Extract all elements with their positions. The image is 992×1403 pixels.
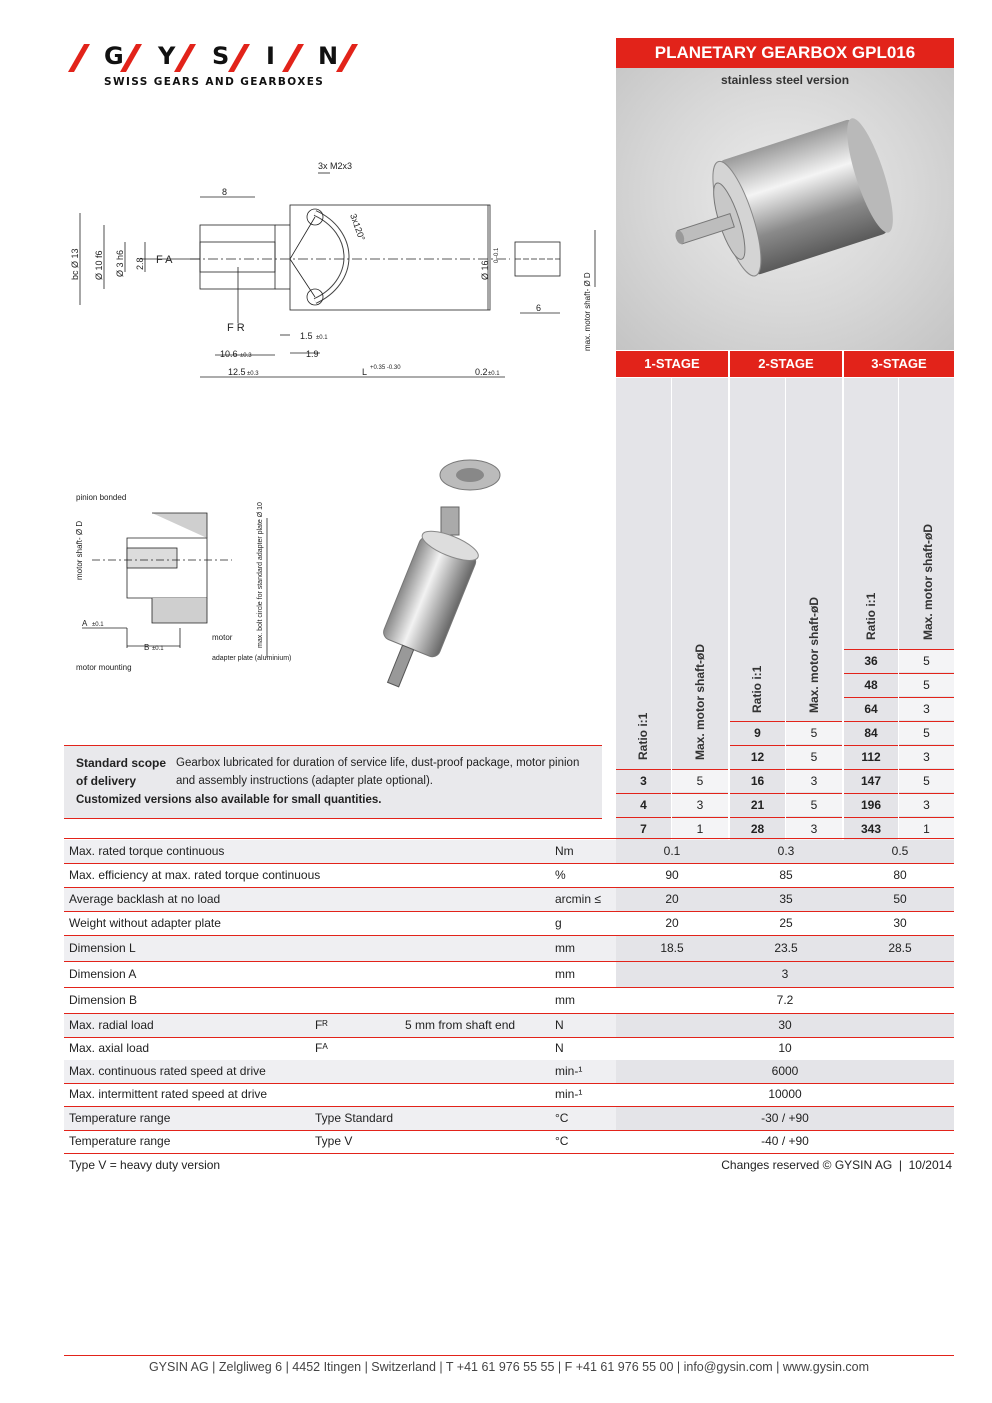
label-b-tol: ±0.1 (152, 646, 164, 652)
s1-ratio: 7 (616, 817, 671, 840)
spec-row: Dimension A mm 3 (64, 962, 954, 988)
s3-shaft: 3 (899, 697, 954, 720)
s1-shaft: 5 (672, 769, 728, 792)
footer-contact: GYSIN AG | Zelgliweg 6 | 4452 Itingen | Switzerland | T +41 61 976 55 55 | F +41 61 976 55 00 | info@gysin.com | www.gysin.com (148, 1360, 870, 1374)
label-adapter-plate: adapter plate (aluminium) (212, 655, 292, 662)
col-label-ratio-2: Ratio i:1 (750, 665, 764, 713)
dim-19-label: 1.9 (306, 349, 319, 359)
page-subtitle: stainless steel version (720, 73, 850, 87)
spec-row: Average backlash at no load arcmin ≤ 20 35 50 (64, 888, 954, 912)
label-pinion-bonded: pinion bonded (76, 493, 127, 502)
logo-letter-s: S (212, 42, 230, 70)
dim-6-label: 6 (536, 303, 542, 313)
logo-letter-i: I (266, 42, 275, 70)
gysin-logo (62, 36, 392, 96)
scope-custom-note: Customized versions also available for small quantities. (76, 794, 382, 806)
s3-shaft: 5 (899, 769, 954, 792)
spec-row: Temperature range Type Standard °C -30 / +90 (64, 1107, 954, 1131)
dim-d16-label: Ø 16 (480, 260, 490, 280)
spec-row: Max. rated torque continuous Nm 0.1 0.3 0.5 (64, 840, 954, 864)
s3-ratio: 196 (844, 793, 898, 816)
exploded-gearbox-photo (355, 445, 545, 695)
col-label-shaft-1: Max. motor shaft-øD (693, 643, 707, 760)
spec-row: Max. axial load Fᴬ N 10 (64, 1037, 954, 1061)
col-label-shaft-3: Max. motor shaft-øD (921, 523, 935, 640)
spec-row: Dimension L mm 18.5 23.5 28.5 (64, 936, 954, 962)
label-motor-mounting: motor mounting (76, 663, 132, 672)
dim-angle-label: 3x120° (348, 212, 368, 243)
s2-shaft: 5 (786, 793, 842, 816)
product-photo-panel (616, 68, 954, 350)
dim-d16-tol: 0 -0.1 (494, 247, 500, 263)
label-bolt-circle: max. bolt circle for standard adapter plate Ø 10 (257, 502, 264, 648)
dim-L-label: L (362, 367, 368, 377)
dim-106-tol: ±0.3 (240, 353, 252, 359)
label-motor-shaft: motor shaft- Ø D (75, 520, 84, 580)
s3-ratio: 112 (844, 745, 898, 768)
label-b: B (144, 643, 150, 652)
scope-text-line2: and assembly instructions (adapter plate optional). (176, 775, 433, 787)
motor-mounting-drawing (72, 488, 292, 678)
logo-letter-g: G (104, 42, 124, 70)
logo-letter-y: Y (158, 42, 176, 70)
spec-row: Max. continuous rated speed at drive min-¹ 6000 (64, 1060, 954, 1084)
stage-1-header: 1-STAGE (616, 351, 728, 377)
s3-shaft: 5 (899, 673, 954, 696)
dim-125-tol: ±0.3 (247, 371, 259, 377)
s2-shaft: 3 (786, 769, 842, 792)
dim-maxshaft-label: max. motor shaft- Ø D (583, 272, 592, 351)
col-label-ratio-3: Ratio i:1 (864, 592, 878, 640)
label-motor: motor (212, 633, 233, 642)
s3-shaft: 1 (899, 817, 954, 840)
standard-scope-box (64, 745, 602, 819)
dim-15-label: 1.5 (300, 331, 313, 341)
s2-ratio: 16 (730, 769, 785, 792)
s1-ratio: 3 (616, 769, 671, 792)
dim-8-label: 8 (222, 187, 228, 197)
scope-text-line1: Gearbox lubricated for duration of service life, dust-proof package, motor pinion (176, 757, 580, 769)
s2-ratio: 12 (730, 745, 785, 768)
page-title: PLANETARY GEARBOX GPL016 (616, 38, 954, 68)
s2-shaft: 5 (786, 745, 842, 768)
label-a: A (82, 619, 88, 628)
spec-row: Weight without adapter plate g 20 25 30 (64, 912, 954, 936)
s1-shaft: 1 (672, 817, 728, 840)
s3-shaft: 5 (899, 649, 954, 672)
s3-shaft: 5 (899, 721, 954, 744)
dim-L-tol: +0.35 -0.30 (370, 365, 401, 371)
s2-ratio: 28 (730, 817, 785, 840)
s2-ratio: 21 (730, 793, 785, 816)
spec-row: Max. radial load Fᴿ 5 mm from shaft end N 30 (64, 1014, 954, 1038)
s2-ratio: 9 (730, 721, 785, 744)
force-fa-label: F A (156, 254, 173, 266)
col-label-ratio-1: Ratio i:1 (636, 712, 650, 760)
spec-row: Max. efficiency at max. rated torque continuous % 90 85 80 (64, 864, 954, 888)
dim-thread-label: 3x M2x3 (318, 161, 353, 171)
logo-tagline: SWISS GEARS AND GEARBOXES (104, 76, 325, 88)
dim-28-label: 2.8 (135, 257, 145, 270)
spec-row: Dimension B mm 7.2 (64, 988, 954, 1014)
s1-shaft: 3 (672, 793, 728, 816)
gearbox-photo (616, 68, 954, 350)
changes-note: Changes reserved © GYSIN AG | 10/2014 (721, 1158, 952, 1172)
dimension-drawing (60, 155, 605, 395)
spec-row: Max. intermittent rated speed at drive min-¹ 10000 (64, 1083, 954, 1107)
label-a-tol: ±0.1 (92, 622, 104, 628)
s3-ratio: 343 (844, 817, 898, 840)
s3-shaft: 3 (899, 793, 954, 816)
dim-125-label: 12.5 (228, 367, 246, 377)
s2-shaft: 5 (786, 721, 842, 744)
scope-label-line1: Standard scope (76, 756, 167, 770)
s3-ratio: 48 (844, 673, 898, 696)
stage-2-header: 2-STAGE (730, 351, 842, 377)
dim-d10-label: Ø 10 f6 (94, 250, 104, 280)
type-v-note: Type V = heavy duty version (69, 1158, 221, 1172)
dim-106-label: 10.6 (220, 349, 238, 359)
dim-d3-label: Ø 3 h6 (115, 249, 125, 277)
scope-label-line2: of delivery (76, 774, 137, 788)
dim-15-tol: ±0.1 (316, 335, 328, 341)
spec-row: Temperature range Type V °C -40 / +90 (64, 1130, 954, 1154)
s3-ratio: 36 (844, 649, 898, 672)
s3-ratio: 147 (844, 769, 898, 792)
dim-bc13-label: bc Ø 13 (70, 248, 80, 280)
s3-ratio: 84 (844, 721, 898, 744)
s2-shaft: 3 (786, 817, 842, 840)
dim-02-label: 0.2 (475, 367, 488, 377)
stage-3-header: 3-STAGE (844, 351, 954, 377)
s1-ratio: 4 (616, 793, 671, 816)
logo-letter-n: N (318, 42, 339, 70)
s3-shaft: 3 (899, 745, 954, 768)
s3-ratio: 64 (844, 697, 898, 720)
col-label-shaft-2: Max. motor shaft-øD (807, 596, 821, 713)
dim-02-tol: ±0.1 (488, 371, 500, 377)
force-fr-label: F R (227, 322, 245, 334)
